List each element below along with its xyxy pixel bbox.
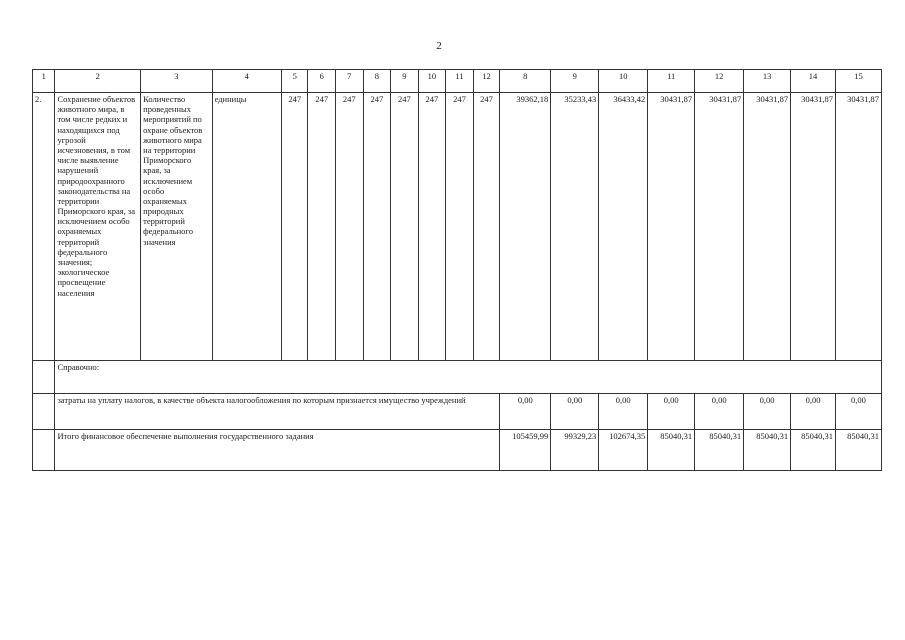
amount-cell: 30431,87: [648, 93, 695, 361]
header-cell: 14: [791, 70, 836, 93]
total-row: [33, 430, 882, 471]
header-cell: 15: [835, 70, 881, 93]
reference-label: Справочно:: [55, 361, 882, 394]
reference-row: [33, 361, 882, 394]
count-cell: 247: [391, 93, 419, 361]
tax-value: 0,00: [744, 394, 791, 430]
header-row: [33, 70, 882, 93]
count-cell: 247: [363, 93, 391, 361]
header-cell: 7: [336, 70, 364, 93]
header-cell: 5: [281, 70, 308, 93]
header-cell: 2: [55, 70, 141, 93]
row-number: 2.: [33, 93, 55, 361]
amount-cell: 30431,87: [835, 93, 881, 361]
total-value: 85040,31: [744, 430, 791, 471]
amount-cell: 36433,42: [599, 93, 648, 361]
header-cell: 11: [648, 70, 695, 93]
total-value: 85040,31: [648, 430, 695, 471]
header-cell: 6: [308, 70, 336, 93]
header-cell: 8: [500, 70, 551, 93]
tax-row: [33, 394, 882, 430]
header-cell: 12: [695, 70, 744, 93]
amount-cell: 30431,87: [744, 93, 791, 361]
count-cell: 247: [308, 93, 336, 361]
tax-label: затраты на уплату налогов, в качестве объекта налогообложения по которым признается имущество учреждений: [55, 394, 500, 430]
header-cell: 13: [744, 70, 791, 93]
header-cell: 9: [391, 70, 419, 93]
total-value: 99329,23: [551, 430, 599, 471]
tax-value: 0,00: [500, 394, 551, 430]
table-row-main: [33, 93, 882, 361]
indicator-name: Количество проведенных мероприятий по охране объектов животного мира на территории Приморского края, за исключением особо охраняемых природных территорий федерального значения: [141, 93, 212, 361]
tax-value: 0,00: [648, 394, 695, 430]
amount-cell: 30431,87: [695, 93, 744, 361]
tax-value: 0,00: [835, 394, 881, 430]
header-cell: 3: [141, 70, 212, 93]
count-cell: 247: [336, 93, 364, 361]
total-value: 102674,35: [599, 430, 648, 471]
header-cell: 11: [446, 70, 474, 93]
amount-cell: 30431,87: [791, 93, 836, 361]
total-label: Итого финансовое обеспечение выполнения государственного задания: [55, 430, 500, 471]
count-cell: 247: [418, 93, 446, 361]
count-cell: 247: [473, 93, 500, 361]
tax-value: 0,00: [791, 394, 836, 430]
header-cell: 9: [551, 70, 599, 93]
header-cell: 10: [418, 70, 446, 93]
unit-name: единицы: [212, 93, 281, 361]
tax-value: 0,00: [551, 394, 599, 430]
total-value: 105459,99: [500, 430, 551, 471]
total-value: 85040,31: [835, 430, 881, 471]
total-value: 85040,31: [791, 430, 836, 471]
service-name: Сохранение объектов животного мира, в том числе редких и находящихся под угрозой исчезновения, в том числе выявление нарушений природоохранного законодательства на территории Приморского края, за исключением особо охраняемых территорий федерального значения; экологическое просвещение населения: [55, 93, 141, 361]
header-cell: 12: [473, 70, 500, 93]
amount-cell: 39362,18: [500, 93, 551, 361]
header-cell: 1: [33, 70, 55, 93]
page-number: 2: [436, 40, 442, 52]
count-cell: 247: [446, 93, 474, 361]
amount-cell: 35233,43: [551, 93, 599, 361]
header-cell: 4: [212, 70, 281, 93]
count-cell: 247: [281, 93, 308, 361]
budget-table: [32, 69, 882, 471]
header-cell: 8: [363, 70, 391, 93]
header-cell: 10: [599, 70, 648, 93]
total-value: 85040,31: [695, 430, 744, 471]
tax-value: 0,00: [599, 394, 648, 430]
tax-value: 0,00: [695, 394, 744, 430]
